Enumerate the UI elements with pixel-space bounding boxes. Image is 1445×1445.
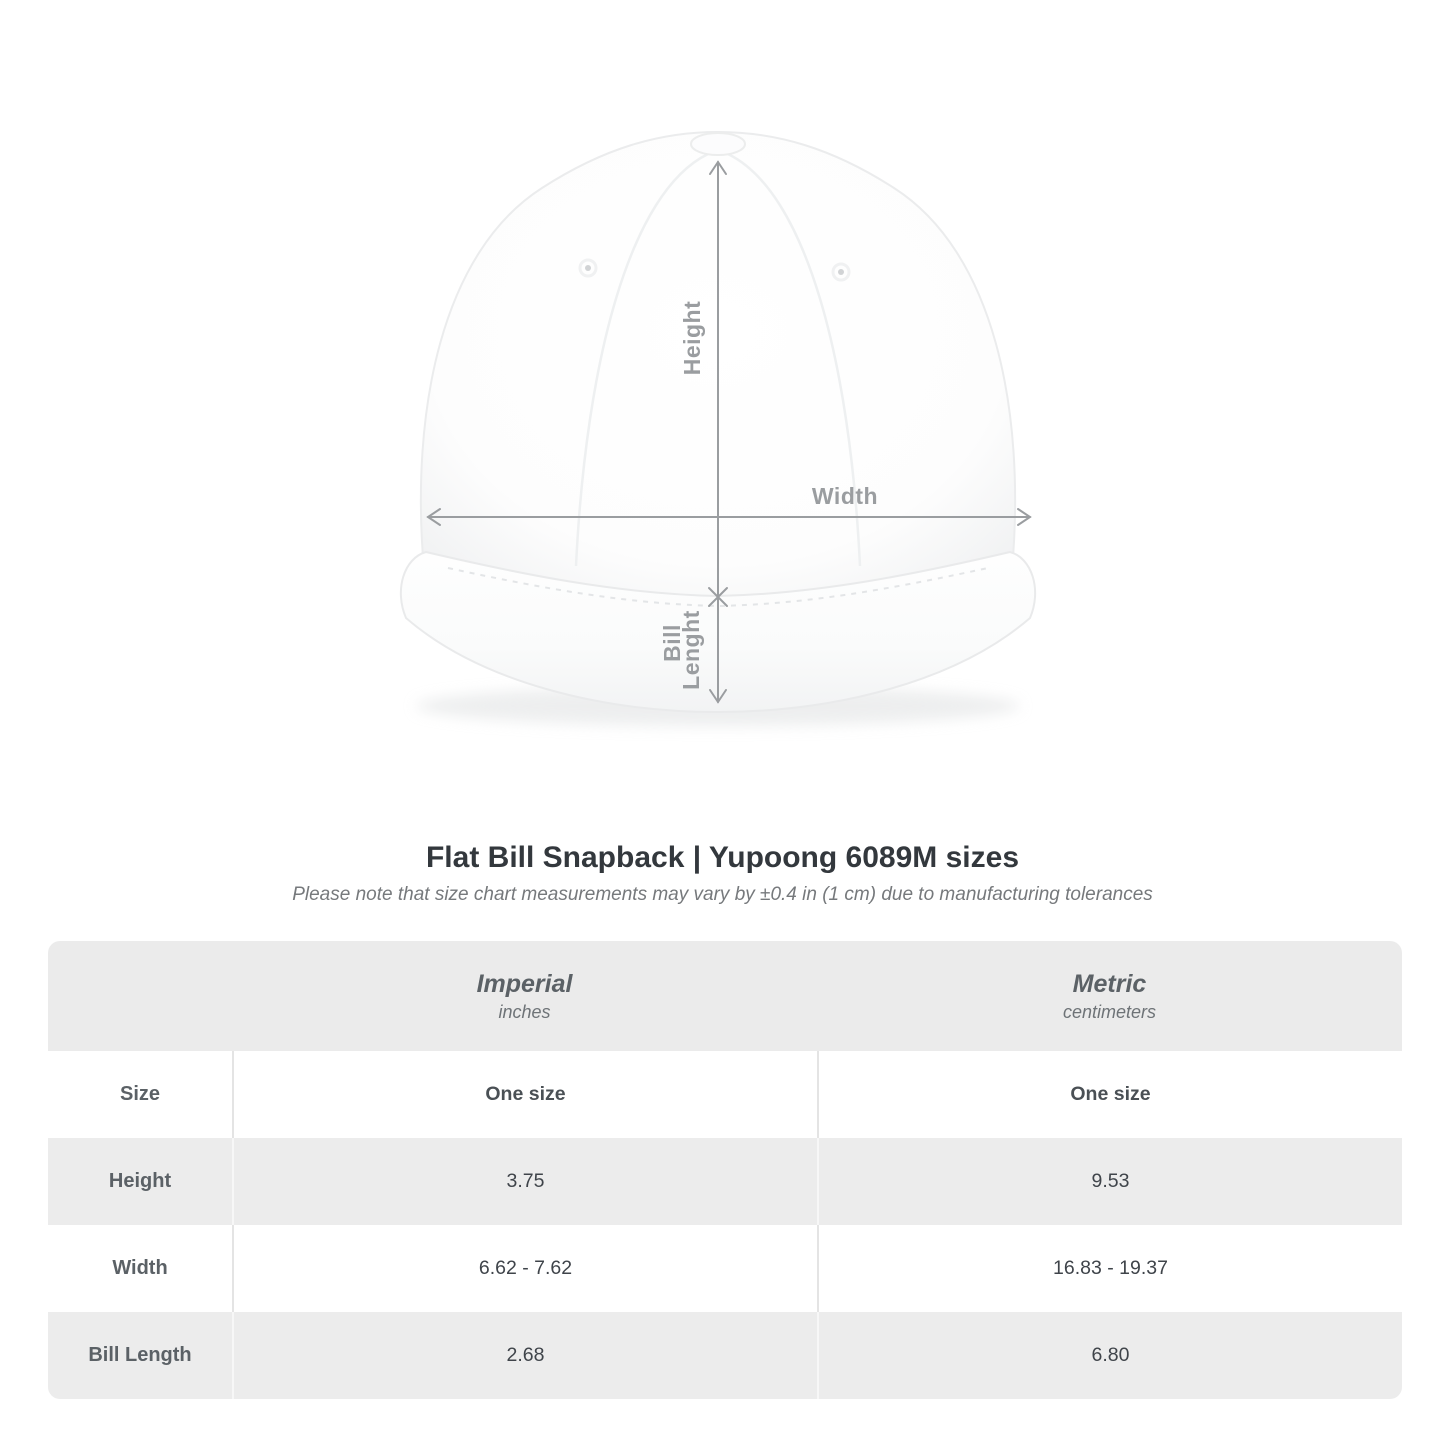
metric-value: 6.80 — [1091, 1344, 1130, 1366]
size-table — [48, 941, 1402, 1399]
svg-text:Bill: Bill — [659, 624, 685, 662]
table-row-size — [48, 1051, 1402, 1138]
header-metric-unit: centimeters — [1062, 1001, 1157, 1022]
imperial-value: 3.75 — [506, 1170, 545, 1192]
row-label: Width — [112, 1257, 168, 1279]
width-dimension-label: Width — [811, 483, 879, 509]
metric-value: 9.53 — [1091, 1170, 1130, 1192]
imperial-value-cell — [232, 1051, 817, 1138]
page-title: Flat Bill Snapback | Yupoong 6089M sizes — [425, 841, 1019, 874]
row-label: Size — [119, 1083, 161, 1105]
metric-value: One size — [1070, 1083, 1151, 1105]
metric-value-cell — [817, 1225, 1402, 1312]
imperial-value: One size — [485, 1083, 566, 1105]
imperial-value: 2.68 — [506, 1344, 545, 1366]
hat-top-button — [691, 133, 745, 155]
imperial-value-cell — [232, 1138, 817, 1225]
metric-value-cell — [817, 1312, 1402, 1399]
row-header-cell — [48, 1051, 232, 1138]
header-metric-label: Metric — [1072, 969, 1147, 998]
table-row-bill-length — [48, 1312, 1402, 1399]
header-imperial-label: Imperial — [476, 969, 573, 998]
page-subtitle: Please note that size chart measurements may vary by ±0.4 in (1 cm) due to manufacturing tolerances — [292, 884, 1153, 905]
height-dimension-label: Height — [679, 300, 705, 376]
svg-text:Lenght: Lenght — [678, 610, 704, 690]
row-label: Bill Length — [88, 1344, 192, 1366]
imperial-value-cell — [232, 1312, 817, 1399]
hat-measurement-figure — [390, 100, 1050, 750]
size-table-header — [48, 941, 1402, 1051]
row-header-cell — [48, 1312, 232, 1399]
imperial-value: 6.62 - 7.62 — [478, 1257, 573, 1279]
hat-diagram-svg — [390, 100, 1050, 750]
header-imperial-unit: inches — [498, 1001, 551, 1022]
metric-value-cell — [817, 1051, 1402, 1138]
header-metric — [817, 970, 1402, 1023]
heading-block — [0, 840, 1445, 906]
metric-value-cell — [817, 1138, 1402, 1225]
row-label: Height — [108, 1170, 172, 1192]
imperial-value-cell — [232, 1225, 817, 1312]
table-row-width — [48, 1225, 1402, 1312]
metric-value: 16.83 - 19.37 — [1053, 1257, 1168, 1279]
header-imperial — [232, 970, 817, 1023]
table-row-height — [48, 1138, 1402, 1225]
row-header-cell — [48, 1138, 232, 1225]
row-header-cell — [48, 1225, 232, 1312]
